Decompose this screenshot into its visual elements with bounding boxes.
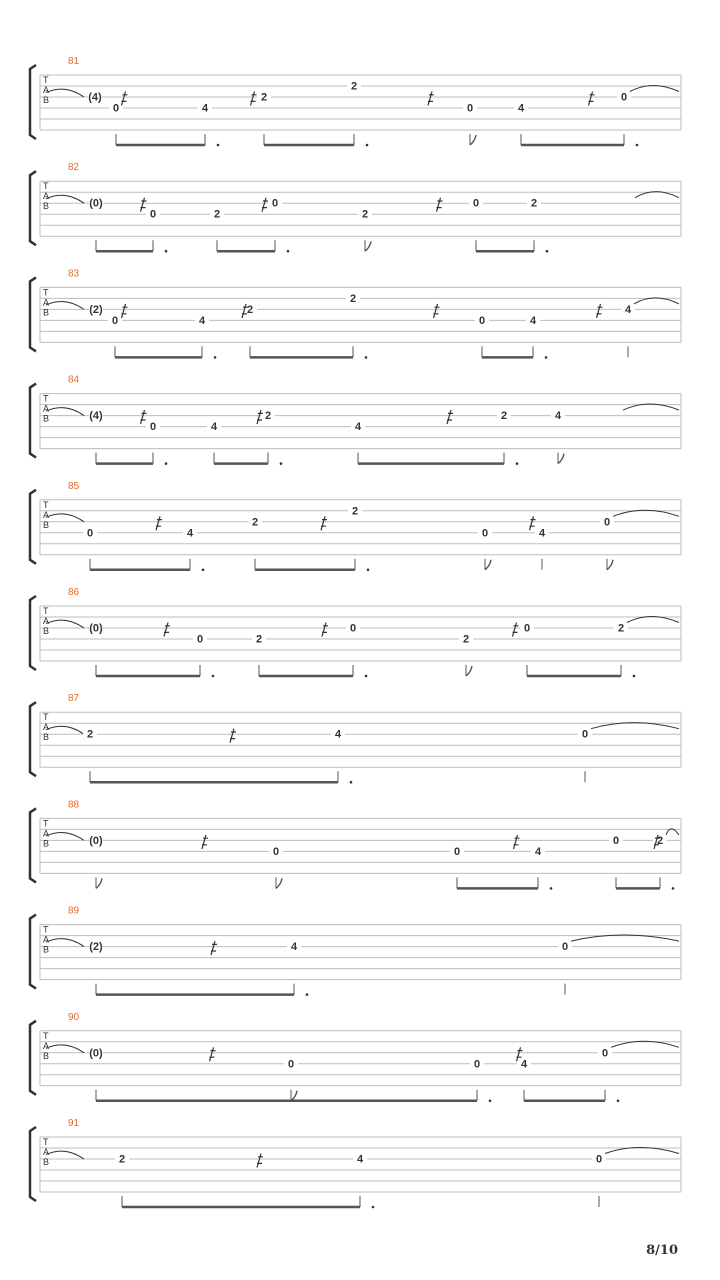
note-flag xyxy=(276,878,282,888)
fret-number: 0 xyxy=(466,102,474,115)
fret-number: 0 xyxy=(561,941,569,954)
system-bracket xyxy=(30,915,36,989)
tie xyxy=(46,301,84,309)
measure-number: 89 xyxy=(68,905,80,917)
tab-clef-letter: A xyxy=(43,1147,50,1157)
note-flag xyxy=(466,666,472,676)
fret-number: 2 xyxy=(361,208,369,221)
measure-number: 82 xyxy=(68,162,80,174)
dot xyxy=(165,462,168,465)
tie xyxy=(46,89,84,97)
fret-number: 0 xyxy=(612,834,620,847)
rest xyxy=(251,92,257,106)
fret-number: 0 xyxy=(581,728,589,741)
fret-number: 4 xyxy=(201,102,209,115)
tab-clef-letter: T xyxy=(43,712,49,723)
fret-number: 4 xyxy=(529,314,537,327)
rest xyxy=(513,623,519,637)
tab-clef-letter: T xyxy=(43,181,49,192)
tab-clef-letter: B xyxy=(43,838,50,849)
tab-clef-letter: A xyxy=(43,191,50,202)
rest xyxy=(156,516,162,530)
system-bracket xyxy=(30,1127,36,1201)
dot xyxy=(202,569,205,572)
tab-system-81 xyxy=(30,56,681,146)
measure-number: 83 xyxy=(68,268,80,280)
fret-number: 2 xyxy=(617,622,625,635)
system-bracket xyxy=(30,596,36,670)
dot xyxy=(350,781,353,784)
fret-number: 0 xyxy=(601,1047,609,1060)
note-flag xyxy=(607,560,613,570)
tab-system-90 xyxy=(30,1012,681,1102)
rest xyxy=(514,835,520,849)
measure-number: 87 xyxy=(68,693,80,705)
tab-clef-letter: A xyxy=(43,722,50,733)
dot xyxy=(367,569,370,572)
dot xyxy=(550,887,553,890)
tab-clef-letter: B xyxy=(43,1157,50,1167)
system-bracket xyxy=(30,171,36,245)
fret-number: 2 xyxy=(213,208,221,221)
fret-number: 0 xyxy=(86,527,94,540)
rest xyxy=(437,198,443,212)
fret-number: 0 xyxy=(523,622,531,635)
fret-number: 0 xyxy=(620,91,628,104)
dot xyxy=(365,675,368,678)
fret-number: 2 xyxy=(260,91,268,104)
rest xyxy=(589,92,595,106)
tie xyxy=(46,939,84,947)
fret-number: 0 xyxy=(271,197,279,210)
system-bracket xyxy=(30,384,36,458)
tab-clef-letter: T xyxy=(43,924,49,935)
fret-number: 4 xyxy=(624,303,632,316)
measure-number: 85 xyxy=(68,480,80,492)
tab-system-89 xyxy=(30,906,681,996)
dot xyxy=(212,675,215,678)
fret-number: 2 xyxy=(264,410,272,423)
dot xyxy=(165,250,168,253)
tab-clef-letter: A xyxy=(43,403,50,414)
measure-number: 91 xyxy=(68,1118,80,1129)
dot xyxy=(214,356,217,359)
tab-clef-letter: T xyxy=(43,1137,49,1147)
rest xyxy=(322,623,328,637)
fret-number: 0 xyxy=(481,527,489,540)
tab-clef-letter: B xyxy=(43,626,50,636)
fret-number: 2 xyxy=(251,516,259,529)
tab-system-85 xyxy=(30,481,681,571)
rest xyxy=(530,516,536,530)
fret-number: 2 xyxy=(530,197,538,210)
dot xyxy=(633,675,636,678)
fret-number: (0) xyxy=(89,622,103,635)
measure-number: 88 xyxy=(68,799,80,811)
fret-number: (0) xyxy=(89,834,103,847)
tab-clef-letter: A xyxy=(43,509,50,520)
fret-number: 2 xyxy=(118,1153,126,1166)
fret-number: 4 xyxy=(554,410,562,423)
tab-clef-letter: T xyxy=(43,499,49,510)
tab-clef-letter: A xyxy=(43,1040,50,1051)
tab-clef-letter: T xyxy=(43,393,49,404)
dot xyxy=(516,462,519,465)
fret-number: 0 xyxy=(272,845,280,858)
fret-number: (4) xyxy=(88,91,102,104)
measure-number: 86 xyxy=(68,587,80,598)
tie xyxy=(46,620,84,628)
dot xyxy=(617,1100,620,1103)
tie xyxy=(46,726,84,734)
fret-number: 2 xyxy=(656,834,664,847)
note-flag xyxy=(558,454,564,464)
dot xyxy=(306,993,309,996)
fret-number: 0 xyxy=(472,197,480,210)
tie xyxy=(46,832,84,840)
tab-system-82 xyxy=(30,162,681,252)
tab-clef-letter: A xyxy=(43,616,50,626)
fret-number: (2) xyxy=(89,941,103,954)
fret-number: 4 xyxy=(210,421,218,434)
fret-number: 0 xyxy=(196,633,204,646)
fret-number: 2 xyxy=(86,728,94,741)
system-bracket xyxy=(30,702,36,776)
tab-system-88 xyxy=(30,799,681,889)
page-number: 8/10 xyxy=(646,1243,678,1258)
system-bracket xyxy=(30,277,36,351)
fret-number: 4 xyxy=(520,1058,528,1071)
tab-clef-letter: T xyxy=(43,818,49,829)
note-flag xyxy=(470,135,476,145)
system-bracket xyxy=(30,490,36,564)
dot xyxy=(489,1100,492,1103)
fret-number: 2 xyxy=(246,303,254,316)
fret-number: 4 xyxy=(198,314,206,327)
tab-system-86 xyxy=(30,587,681,677)
tab-clef-letter: B xyxy=(43,519,50,530)
rest xyxy=(230,729,236,743)
tab-clef-letter: B xyxy=(43,95,50,105)
tab-system-91 xyxy=(30,1118,681,1208)
dot xyxy=(672,887,675,890)
tab-clef-letter: A xyxy=(43,85,50,95)
fret-number: 0 xyxy=(453,845,461,858)
fret-number: (0) xyxy=(89,197,103,210)
fret-number: (4) xyxy=(89,410,103,423)
dot xyxy=(287,250,290,253)
fret-number: 2 xyxy=(500,410,508,423)
fret-number: 4 xyxy=(356,1153,364,1166)
rest xyxy=(202,835,208,849)
fret-number: 0 xyxy=(473,1058,481,1071)
tie xyxy=(46,514,84,522)
fret-number: 4 xyxy=(517,102,525,115)
dot xyxy=(545,356,548,359)
fret-number: 2 xyxy=(462,633,470,646)
rest xyxy=(210,1047,216,1061)
tab-clef-letter: A xyxy=(43,934,50,945)
dot xyxy=(366,144,369,147)
rest xyxy=(211,941,217,955)
rest xyxy=(597,304,603,318)
fret-number: 4 xyxy=(334,728,342,741)
tab-clef-letter: T xyxy=(43,1030,49,1041)
tab-clef-letter: B xyxy=(43,732,50,743)
rest xyxy=(257,1154,263,1168)
rest xyxy=(122,92,128,106)
fret-number: 0 xyxy=(478,314,486,327)
fret-number: 0 xyxy=(112,102,120,115)
fret-number: 2 xyxy=(255,633,263,646)
system-bracket xyxy=(30,808,36,882)
fret-number: 4 xyxy=(290,941,298,954)
fret-number: 0 xyxy=(603,516,611,529)
fret-number: (0) xyxy=(89,1047,103,1060)
system-bracket xyxy=(30,1021,36,1095)
tie xyxy=(46,408,84,416)
fret-number: 2 xyxy=(351,505,359,518)
measure-number: 81 xyxy=(68,56,80,67)
dot xyxy=(217,144,220,147)
tab-clef-letter: B xyxy=(43,307,50,318)
fret-number: 2 xyxy=(349,292,357,305)
tie xyxy=(46,1151,84,1159)
tab-clef-letter: A xyxy=(43,297,50,308)
dot xyxy=(636,144,639,147)
rest xyxy=(321,516,327,530)
fret-number: (2) xyxy=(89,303,103,316)
tab-clef-letter: B xyxy=(43,1050,50,1061)
rest xyxy=(122,304,128,318)
fret-number: 0 xyxy=(149,208,157,221)
note-flag xyxy=(365,241,371,251)
rest xyxy=(164,623,170,637)
dot xyxy=(372,1206,375,1209)
measure-number: 90 xyxy=(68,1011,80,1023)
fret-number: 0 xyxy=(349,622,357,635)
rest xyxy=(141,198,147,212)
fret-number: 4 xyxy=(354,421,362,434)
system-bracket xyxy=(30,65,36,139)
fret-number: 4 xyxy=(186,527,194,540)
fret-number: 0 xyxy=(111,314,119,327)
tab-system-83 xyxy=(30,268,681,358)
tab-clef-letter: B xyxy=(43,944,50,955)
tab-system-84 xyxy=(30,375,681,465)
dot xyxy=(365,356,368,359)
tab-clef-letter: B xyxy=(43,413,50,424)
rest xyxy=(434,304,440,318)
note-flag xyxy=(96,878,102,888)
tab-system-87 xyxy=(30,693,681,783)
dot xyxy=(546,250,549,253)
rest xyxy=(141,410,147,424)
tab-clef-letter: T xyxy=(43,606,49,616)
fret-number: 0 xyxy=(287,1058,295,1071)
rest xyxy=(447,410,453,424)
rest xyxy=(428,92,434,106)
rest xyxy=(262,198,268,212)
tab-clef-letter: T xyxy=(43,75,49,85)
tab-clef-letter: A xyxy=(43,828,50,839)
note-flag xyxy=(291,1091,297,1101)
note-flag xyxy=(485,560,491,570)
fret-number: 4 xyxy=(538,527,546,540)
fret-number: 0 xyxy=(149,421,157,434)
fret-number: 0 xyxy=(595,1153,603,1166)
fret-number: 4 xyxy=(534,845,542,858)
fret-number: 2 xyxy=(350,80,358,93)
tab-clef-letter: T xyxy=(43,287,49,298)
tie xyxy=(46,195,84,203)
tab-clef-letter: B xyxy=(43,201,50,212)
tie xyxy=(46,1045,84,1053)
measure-number: 84 xyxy=(68,374,80,386)
dot xyxy=(280,462,283,465)
